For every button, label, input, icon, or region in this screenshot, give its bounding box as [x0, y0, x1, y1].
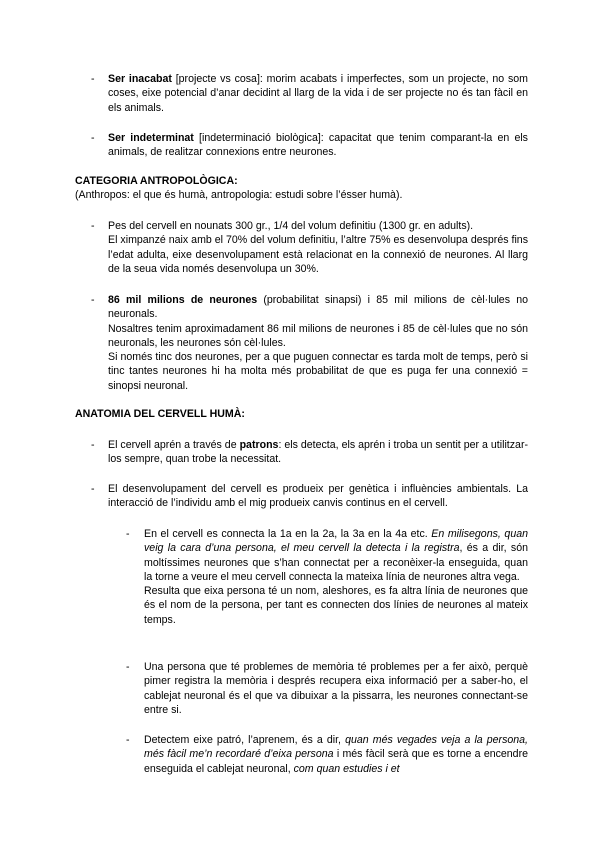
- item-text: , és a dir, són moltíssimes neurones que s’han connectat per a reconèixer-la enseguida, quan la torne a veure el meu cervell connecta la mateixa línia de neurones altra vega.: [144, 542, 529, 583]
- bullet-dash: -: [91, 483, 95, 495]
- bullet-dash: -: [91, 220, 95, 232]
- item-text: i més fàcil serà que es torne a encendre enseguida el cablejat neuronal,: [144, 748, 528, 775]
- italic-text: com quan estudies i et: [293, 762, 400, 775]
- sub-bullet-dash: -: [126, 528, 130, 540]
- paragraph: Pes del cervell en nounats 300 gr., 1/4 del volum definitiu (1300 gr. en adults).: [108, 220, 474, 232]
- paragraph: Si només tinc dos neurones, per a que puguen connectar es tarda molt de temps, però si tinc tantes neurones hi ha molta més probabilitat de que es puga fer una connexió = sinopsi neuronal.: [108, 351, 528, 392]
- item-text: El desenvolupament del cervell es produeix per genètica i influències ambientals. La interacció de l’individu amb el mig produeix canvis continus en el cervell.: [108, 483, 528, 510]
- term-ser-indeterminat: Ser indeterminat: [108, 132, 194, 144]
- paragraph: [144, 527, 528, 584]
- subitem-memoria: [144, 660, 528, 717]
- sub-bullet-dash: -: [126, 661, 130, 673]
- italic-text: quan més vegades veja a la persona, més fàcil me’n recordaré d’eixa persona: [144, 734, 528, 761]
- paragraph: [108, 293, 528, 322]
- item-patrons: [108, 438, 528, 467]
- item-pes-cervell: [108, 219, 528, 276]
- italic-text: En milisegons, quan veig la cara d’una persona, el meu cervell la detecta i la registra: [144, 528, 528, 555]
- section-title-categoria: CATEGORIA ANTROPOLÒGICA:: [75, 175, 238, 187]
- item-text: Detectem eixe patró, l’aprenem, és a dir,: [144, 734, 346, 746]
- item-ser-indeterminat: [108, 131, 528, 160]
- bullet-dash: -: [91, 73, 95, 85]
- term-86-mil-milions: 86 mil milions de neurones: [108, 294, 258, 306]
- item-text: Una persona que té problemes de memòria té problemes per a fer això, perquè pimer registra la memòria i després recupera eixa informació per a saber-ho, el cablejat neuronal és el que va dibuixar a la pissarra, les neurones connectant-se entre si.: [144, 661, 528, 716]
- subitem-cervell-connecta: [144, 527, 528, 627]
- item-text: : els detecta, els aprén i troba un sentit per a utilitzar-los sempre, quan trobe la necessitat.: [108, 439, 528, 466]
- term-patrons: patrons: [239, 439, 279, 451]
- paragraph: El ximpanzé naix amb el 70% del volum definitiu, l’altre 75% es desenvolupa després fins l’edat adulta, eixe desenvolupament està relacionat en la connexió de neurones. Al llarg de la seua vida només desenvolupa un 30%.: [108, 234, 528, 275]
- item-text: [projecte vs cosa]: morim acabats i imperfectes, som un projecte, no som coses, eixe potencial d’anar decidint al llarg de la vida i de ser projecte no és tan fàcil en els animals.: [108, 73, 528, 114]
- subitem-detectem-patro: [144, 733, 528, 776]
- paragraph: Resulta que eixa persona té un nom, aleshores, es fa altra línia de neurones que és el nom de la persona, per tant es connecten dos línies de neurones al mateix temps.: [144, 585, 528, 626]
- sub-bullet-dash: -: [126, 734, 130, 746]
- section-subtitle: (Anthropos: el que és humà, antropologia: estudi sobre l’ésser humà).: [75, 189, 403, 201]
- item-text: [indeterminació biològica]: capacitat que tenim comparant-la en els animals, de realitzar connexions entre neurones.: [108, 132, 528, 159]
- item-86-mil-milions: [108, 293, 528, 393]
- paragraph: Nosaltres tenim aproximadament 86 mil milions de neurones i 85 de cèl·lules que no són neuronals, les neurones són cèl·lules.: [108, 322, 528, 349]
- section-title-anatomia: ANATOMIA DEL CERVELL HUMÀ:: [75, 408, 245, 420]
- bullet-dash: -: [91, 439, 95, 451]
- item-text: En el cervell es connecta la 1a en la 2a, la 3a en la 4a etc.: [144, 528, 432, 540]
- item-ser-inacabat: [108, 72, 528, 115]
- item-desenvolupament: [108, 482, 528, 511]
- item-text: El cervell aprén a través de: [108, 439, 240, 451]
- term-ser-inacabat: Ser inacabat: [108, 73, 172, 85]
- bullet-dash: -: [91, 294, 95, 306]
- bullet-dash: -: [91, 132, 95, 144]
- item-text: (probabilitat sinapsi) i 85 mil milions de cèl·lules no neuronals.: [108, 294, 529, 321]
